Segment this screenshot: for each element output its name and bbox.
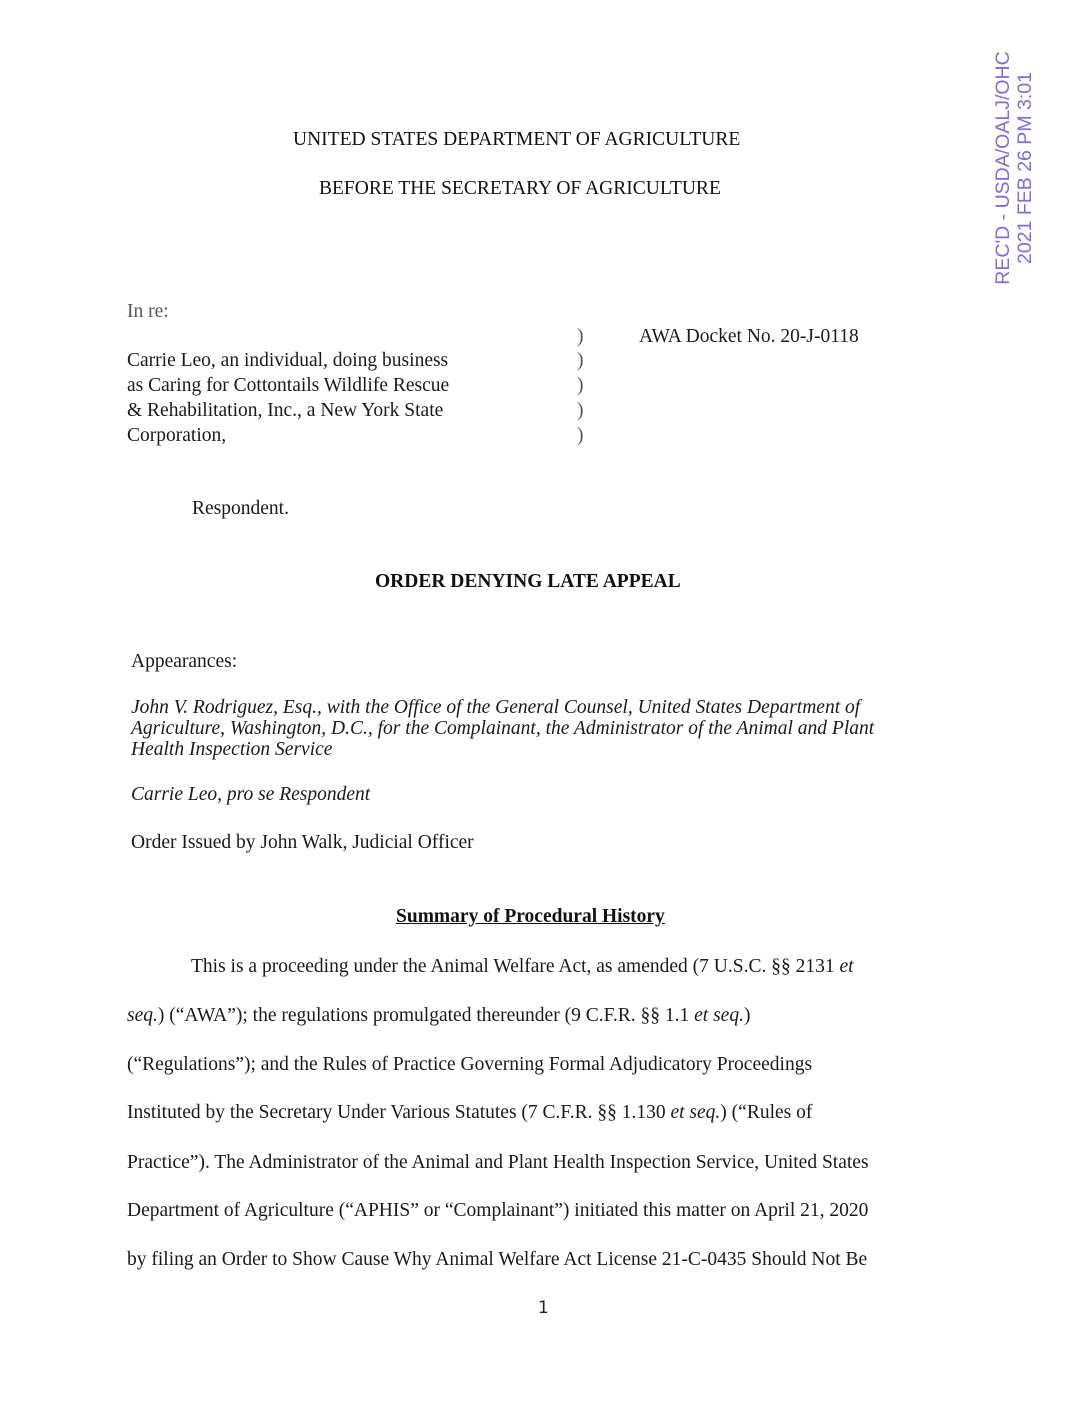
body-italic-run: et seq.	[670, 1102, 721, 1123]
respondent-role: Respondent.	[192, 498, 289, 519]
forum-heading: BEFORE THE SECRETARY OF AGRICULTURE	[319, 178, 721, 199]
body-line: by filing an Order to Show Cause Why Animal Welfare Act License 21-C-0435 Should Not Be	[127, 1249, 868, 1270]
complainant-counsel-line: Agriculture, Washington, D.C., for the Complainant, the Administrator of the Animal and Plant	[131, 718, 875, 739]
body-line: (“Regulations”); and the Rules of Practice Governing Formal Adjudicatory Proceedings	[127, 1054, 813, 1075]
body-text-run: ) (“Rules of	[720, 1102, 813, 1123]
body-text-run: This is a proceeding under the Animal Welfare Act, as amended (7 U.S.C. §§ 2131	[191, 956, 840, 977]
body-text-run: ) (“AWA”); the regulations promulgated thereunder (9 C.F.R. §§ 1.1	[157, 1005, 695, 1026]
in-re-label: In re:	[127, 301, 169, 322]
caption-paren: )	[577, 425, 584, 446]
agency-heading: UNITED STATES DEPARTMENT OF AGRICULTURE	[293, 129, 741, 150]
section-heading: Summary of Procedural History	[396, 906, 665, 927]
appearances-label: Appearances:	[131, 651, 238, 672]
complainant-counsel-line: Health Inspection Service	[131, 739, 333, 760]
body-italic-run: et	[839, 956, 854, 977]
body-text-run: )	[743, 1005, 751, 1026]
caption-paren: )	[577, 326, 584, 347]
party-line: Carrie Leo, an individual, doing business	[127, 350, 449, 371]
body-italic-run: seq.	[127, 1005, 158, 1026]
issued-by: Order Issued by John Walk, Judicial Officer	[131, 832, 474, 853]
caption-paren: )	[577, 350, 584, 371]
body-line	[127, 1005, 750, 1027]
party-line: Corporation,	[127, 425, 227, 446]
body-text-run: Instituted by the Secretary Under Various Statutes (7 C.F.R. §§ 1.130	[127, 1102, 671, 1123]
party-line: & Rehabilitation, Inc., a New York State	[127, 400, 444, 421]
stamp-line-2: 2021 FEB 26 PM 3:01	[1014, 72, 1036, 264]
order-title: ORDER DENYING LATE APPEAL	[375, 571, 681, 592]
docket-number: AWA Docket No. 20-J-0118	[639, 326, 859, 347]
body-line: Department of Agriculture (“APHIS” or “Complainant”) initiated this matter on April 21, 2020	[127, 1200, 869, 1221]
body-line: Practice”). The Administrator of the Animal and Plant Health Inspection Service, United States	[127, 1152, 869, 1173]
page-number: 1	[538, 1298, 549, 1318]
body-line	[127, 1102, 812, 1124]
received-stamp	[992, 48, 1056, 288]
complainant-counsel-line: John V. Rodriguez, Esq., with the Office of the General Counsel, United States Department of	[131, 697, 861, 718]
party-line: as Caring for Cottontails Wildlife Rescue	[127, 375, 450, 396]
body-italic-run: et seq.	[694, 1005, 744, 1026]
body-line	[191, 956, 854, 978]
caption-paren: )	[577, 400, 584, 421]
caption-paren: )	[577, 375, 584, 396]
respondent-appearance: Carrie Leo, pro se Respondent	[131, 784, 371, 805]
stamp-line-1: REC'D - USDA/OALJ/OHC	[992, 51, 1014, 285]
